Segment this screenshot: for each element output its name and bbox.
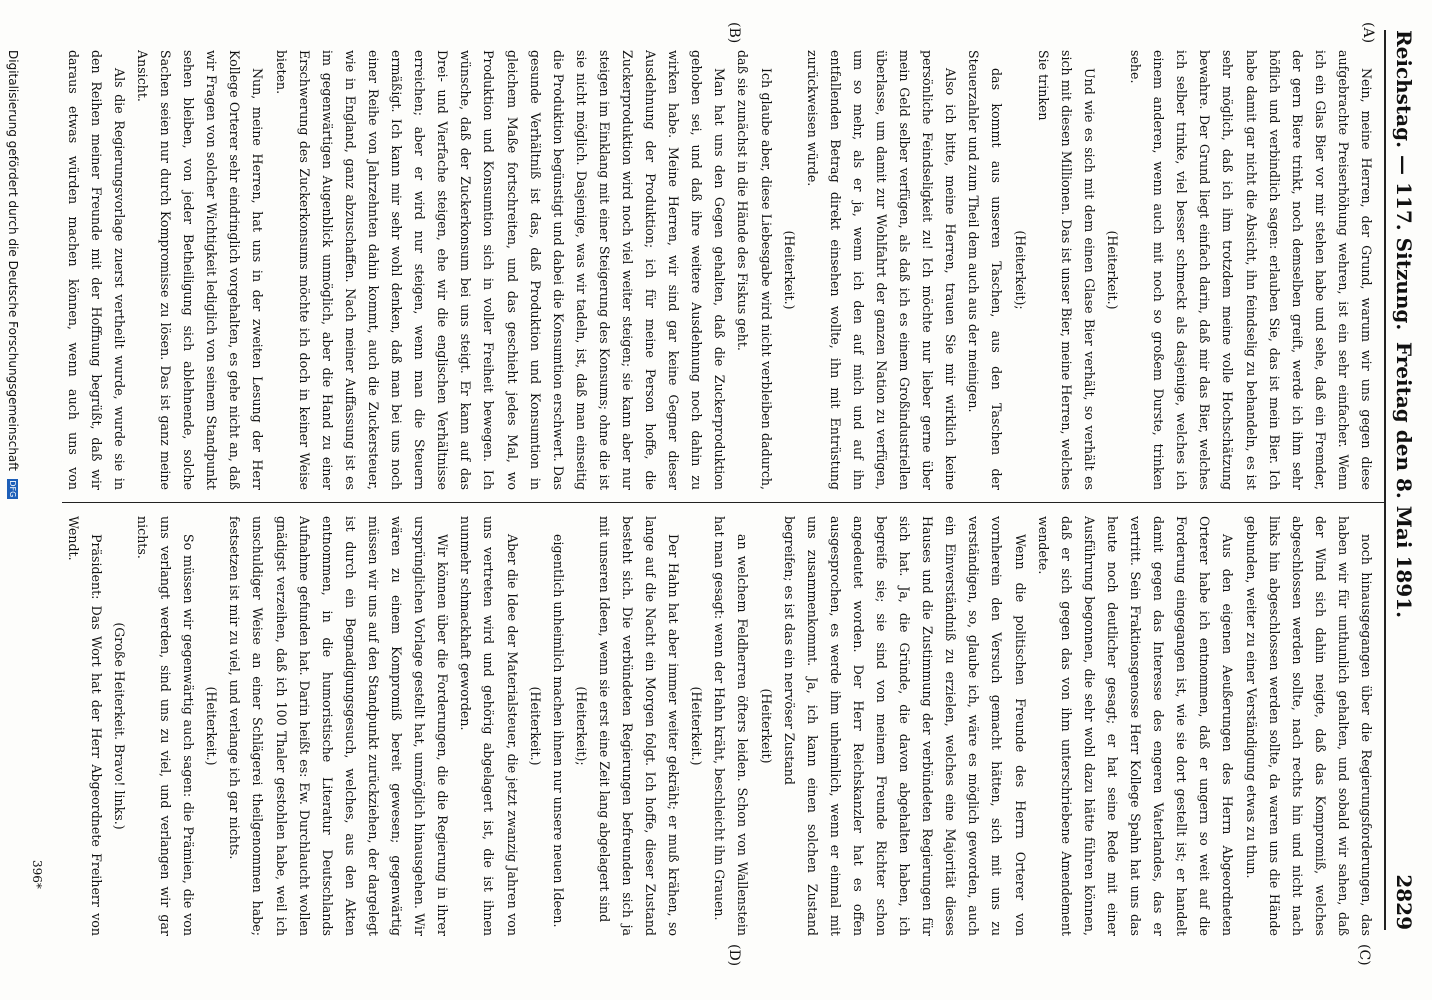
paragraph: an welchem Feldherren öfters leiden. Schon von Wallenstein hat man gesagt: wenn der Hahn kräht, beschleicht ihn Grauen. bbox=[712, 516, 751, 936]
interjection: (Große Heiterkeit. Bravo! links.) bbox=[111, 622, 127, 830]
right-column bbox=[62, 516, 1378, 936]
paragraph: das kommt aus unseren Taschen, aus den Taschen der Steuerzahler und zum Theil dem auch aus der meinigen. bbox=[966, 50, 1005, 490]
page-number: 2829 bbox=[1392, 874, 1416, 930]
interjection: (Heiterkeit); bbox=[573, 686, 589, 766]
left-column bbox=[62, 50, 1378, 490]
paragraph: noch hinausgegangen über die Regierungsforderungen, das haben wir für unthunlich gehalten, und sobald wir sahen, daß der Wind sich dahin neigte, daß das Kompromiß, welches abgeschlossen werden sollte, nach rechts hin und nicht nach links hin abgeschlossen werden sollte, da waren uns die Hände gebunden, weiter zu einer Verständigung etwas zu thun. bbox=[1243, 516, 1374, 936]
interjection: (Heiterkeit.) bbox=[1104, 230, 1120, 310]
header-rule bbox=[1384, 30, 1386, 930]
paragraph: Aus den eigenen Aeußerungen des Herrn Abgeordneten Orterer habe ich entnommen, daß er ungern so weit auf die Forderung eingegangen ist, wie sie dort gestellt ist; er handelt damit gegen das Interesse des engeren Vaterlandes, das er vertritt. Sein Fraktionsgenosse Herr Kollege Spahn hat uns das heute noch deutlicher gesagt; er hat seine Rede mit einer Ausführung begonnen, die sehr wohl dazu hätte führen können, daß er sich gegen das von ihm unterschriebene Amendement wendete. bbox=[1035, 516, 1236, 936]
paragraph: Nun, meine Herren, hat uns in der zweiten Lesung der Herr Kollege Orterer sehr eindringlich vorgehalten, es gehe nicht an, daß wir Fragen von solcher Wichtigkeit lediglich von seinem Standpunkt sehen bleiben, von jeder Betheiligung sich ablehnende, solche Sachen seien nur durch Kompromisse zu lösen. Das ist ganz meine Ansicht. bbox=[135, 50, 266, 490]
paragraph: Nein, meine Herren, der Grund, warum wir uns gegen diese aufgebrachte Preiserhöhung wehren, ist ein sehr einfacher. Wenn ich ein Glas Bier vor mir stehen habe und sehe, daß ein Fremder, der gern Biere trinkt, noch demselben greift, werde ich ihm sehr höflich und verbindlich sagen: erlauben Sie, das ist mein Bier. Ich habe damit gar nicht die Absicht, ihn feindselig zu behandeln, es ist sehr möglich, daß ich ihm trotzdem meine volle Hochschätzung bewahre. Der Grund liegt einfach darin, daß mir das Bier, welches ich selber trinke, viel besser schmeckt als dasjenige, welches ich einem anderen, wenn auch mit noch so großem Durste, trinken sehe. bbox=[1128, 50, 1374, 490]
paragraph: Also ich bitte, meine Herren, trauen Sie mir wirklich keine persönliche Feindseligkeit zu! Ich möchte nur lieber gerne über mein Geld selber verfügen, als daß ich es einem Großindustriellen überlasse, um damit zur Wohlfahrt der ganzen Nation zu verfügen, um so mehr, als er ja, wenn ich den auf mich und auf ihn entfallenden Betrag direkt einsehen wollte, ihn mit Entrüstung zurückweisen würde. bbox=[804, 50, 959, 490]
dfg-logo-icon: DFG bbox=[8, 480, 17, 498]
speaker-paragraph: Präsident: Das Wort hat der Herr Abgeordnete Freiherr von Wendt. bbox=[65, 516, 104, 936]
page-header bbox=[1390, 30, 1420, 930]
interjection: (Heiterkeit.) bbox=[781, 230, 797, 310]
paragraph: Wenn die politischen Freunde des Herrn Orterer von vornherein den Versuch gemacht hätten, sich mit uns zu verständigen, so, glaube ich, wäre es möglich geworden, auch ein Einverständniß zu erzielen, welches eine Majorität dieses Hauses und die Zustimmung der verbündeten Regierungen für sich hat. Ja, die Gründe, die davon abgehalten haben, ich begreife sie; sie sind von meinem Freunde Richter schon angedeutet worden. Der Herr Reichskanzler hat es offen ausgesprochen, es werde ihm unheimlich, wenn er einmal mit uns zusammenkommt. Ja, ich kann einen solchen Zustand begreifen; es ist das ein nervöser Zustand bbox=[781, 516, 1028, 936]
paragraph: Ich glaube aber, diese Liebesgabe wird nicht verbleiben dadurch, daß sie zunächst in die Hände des Fiskus geht. bbox=[735, 50, 774, 490]
margin-marker-b: (B) bbox=[726, 22, 742, 44]
interjection: (Heiterkeit.) bbox=[527, 686, 543, 766]
header-left: Reichstag. — 117. Sitzung. bbox=[1392, 30, 1416, 331]
paragraph: So müssen wir gegenwärtig auch sagen: die Prämien, die von uns verlangt werden, sind uns zu viel, und verlangen wir gar nichts. bbox=[135, 516, 197, 936]
margin-marker-d: (D) bbox=[726, 944, 742, 967]
margin-marker-c: (C) bbox=[1356, 944, 1372, 966]
paragraph: Man hat uns den Gegen gehalten, daß die Zuckerproduktion gehoben sei, und daß ihre weitere Ausdehnung noch dahin zu wirken habe. Meine Herren, wir sind gar keine Gegner dieser Ausdehnung der Produktion; ich für meine Person hoffe, die Zuckerproduktion wird noch viel weiter steigen; sie kann aber nur steigen im Einklang mit einer Steigerung des Konsums; ohne die ist sie nicht möglich. Dasjenige, was wir tadeln, ist, daß man einseitig die Produktion begünstigt und dabei die Konsumtion erschwert. Das gesunde Verhältniß ist das, daß Produktion und Konsumtion in gleichem Maße fortschreiten, und das geschieht jedes Mal, wo Produktion und Konsumtion sich in voller Freiheit bewegen. Ich wünsche, daß der Zuckerkonsum bei uns steigt. Er kann auf das Drei- und Vierfache steigen, ehe wir die englischen Verhältnisse erreichen; aber er wird nur steigen, wenn man die Steuern ermäßigt. Ich kann mir sehr wohl denken, daß man bei uns noch einer Reihe von Jahrzehnten dahin kommt, auch die Zuckersteuer, wie in England, ganz abzuschaffen. Nach meiner Auffassung ist es im gegenwärtigen Augenblick unmöglich, aber die Hand zu einer Erschwerung des Zuckerkonsums möchte ich doch in keiner Weise bieten. bbox=[273, 50, 728, 490]
paragraph: Wir können über die Forderungen, die die Regierung in ihrer ursprünglichen Vorlage gestellt hat, unmöglich hinausgehen. Wir wären zu einem Kompromiß bereit gewesen; gegenwärtig müssen wir uns auf den Standpunkt zurückziehen, der dargelegt ist durch ein Begnadigungsgesuch, welches, aus den Akten entnommen, in die humoristische Literatur Deutschlands Aufnahme gefunden hat. Darin heißt es: Ew. Durchlaucht wollen gnädigst verzeihen, daß ich 100 Thaler gestohlen habe, weil ich unschuldiger Weise an einer Schlägerei theilgenommen habe; festsetzen ist mir zu viel, und verlange ich gar nichts. bbox=[227, 516, 451, 936]
interjection: (Heiterkeit.) bbox=[689, 686, 705, 766]
interjection: (Heiterkeit) bbox=[758, 688, 774, 764]
paragraph: Aber die Idee der Materialsteuer, die jetzt zwanzig Jahren von uns vertreten wird und gehörig abgelagert ist, die ist ihnen nunmehr schmackhaft geworden. bbox=[458, 516, 520, 936]
paragraph: Der Hahn hat aber immer weiter gekräht; er muß krähen, so lange auf die Nacht ein Morgen folgt. Ich hoffe, dieser Zustand besteht sich. Die verbündeten Regierungen befreunden sich ja mit unseren Ideen, wenn sie erst eine Zeit lang abgelagert sind bbox=[596, 516, 682, 936]
sheet-signature: 396* bbox=[30, 860, 44, 889]
paragraph: Als die Regierungsvorlage zuerst vertheilt wurde, wurde sie in den Reihen meiner Freunde mit der Hoffnung begrüßt, daß wir daraus etwas würden machen können, wenn auch uns von bbox=[65, 50, 127, 490]
column-divider bbox=[62, 502, 1384, 503]
header-date: Freitag den 8. Mai 1891. bbox=[1392, 341, 1416, 619]
margin-marker-a: (A) bbox=[1360, 22, 1376, 44]
interjection: (Heiterkeit); bbox=[1012, 230, 1028, 310]
paragraph: eigentlich unheimlich machen ihnen nur unsere neuen Ideen. bbox=[550, 534, 566, 928]
digitization-footer bbox=[6, 50, 20, 499]
paragraph: Und wie es sich mit dem einen Glase Bier verhält, so verhält es sich mit diesen Millionen. Das ist unser Bier, meine Herren, welches Sie trinken bbox=[1035, 50, 1097, 490]
interjection: (Heiterkeit.) bbox=[204, 686, 220, 766]
footer-text: Digitalisierung gefördert durch die Deutsche Forschungsgemeinschaft bbox=[6, 50, 20, 472]
